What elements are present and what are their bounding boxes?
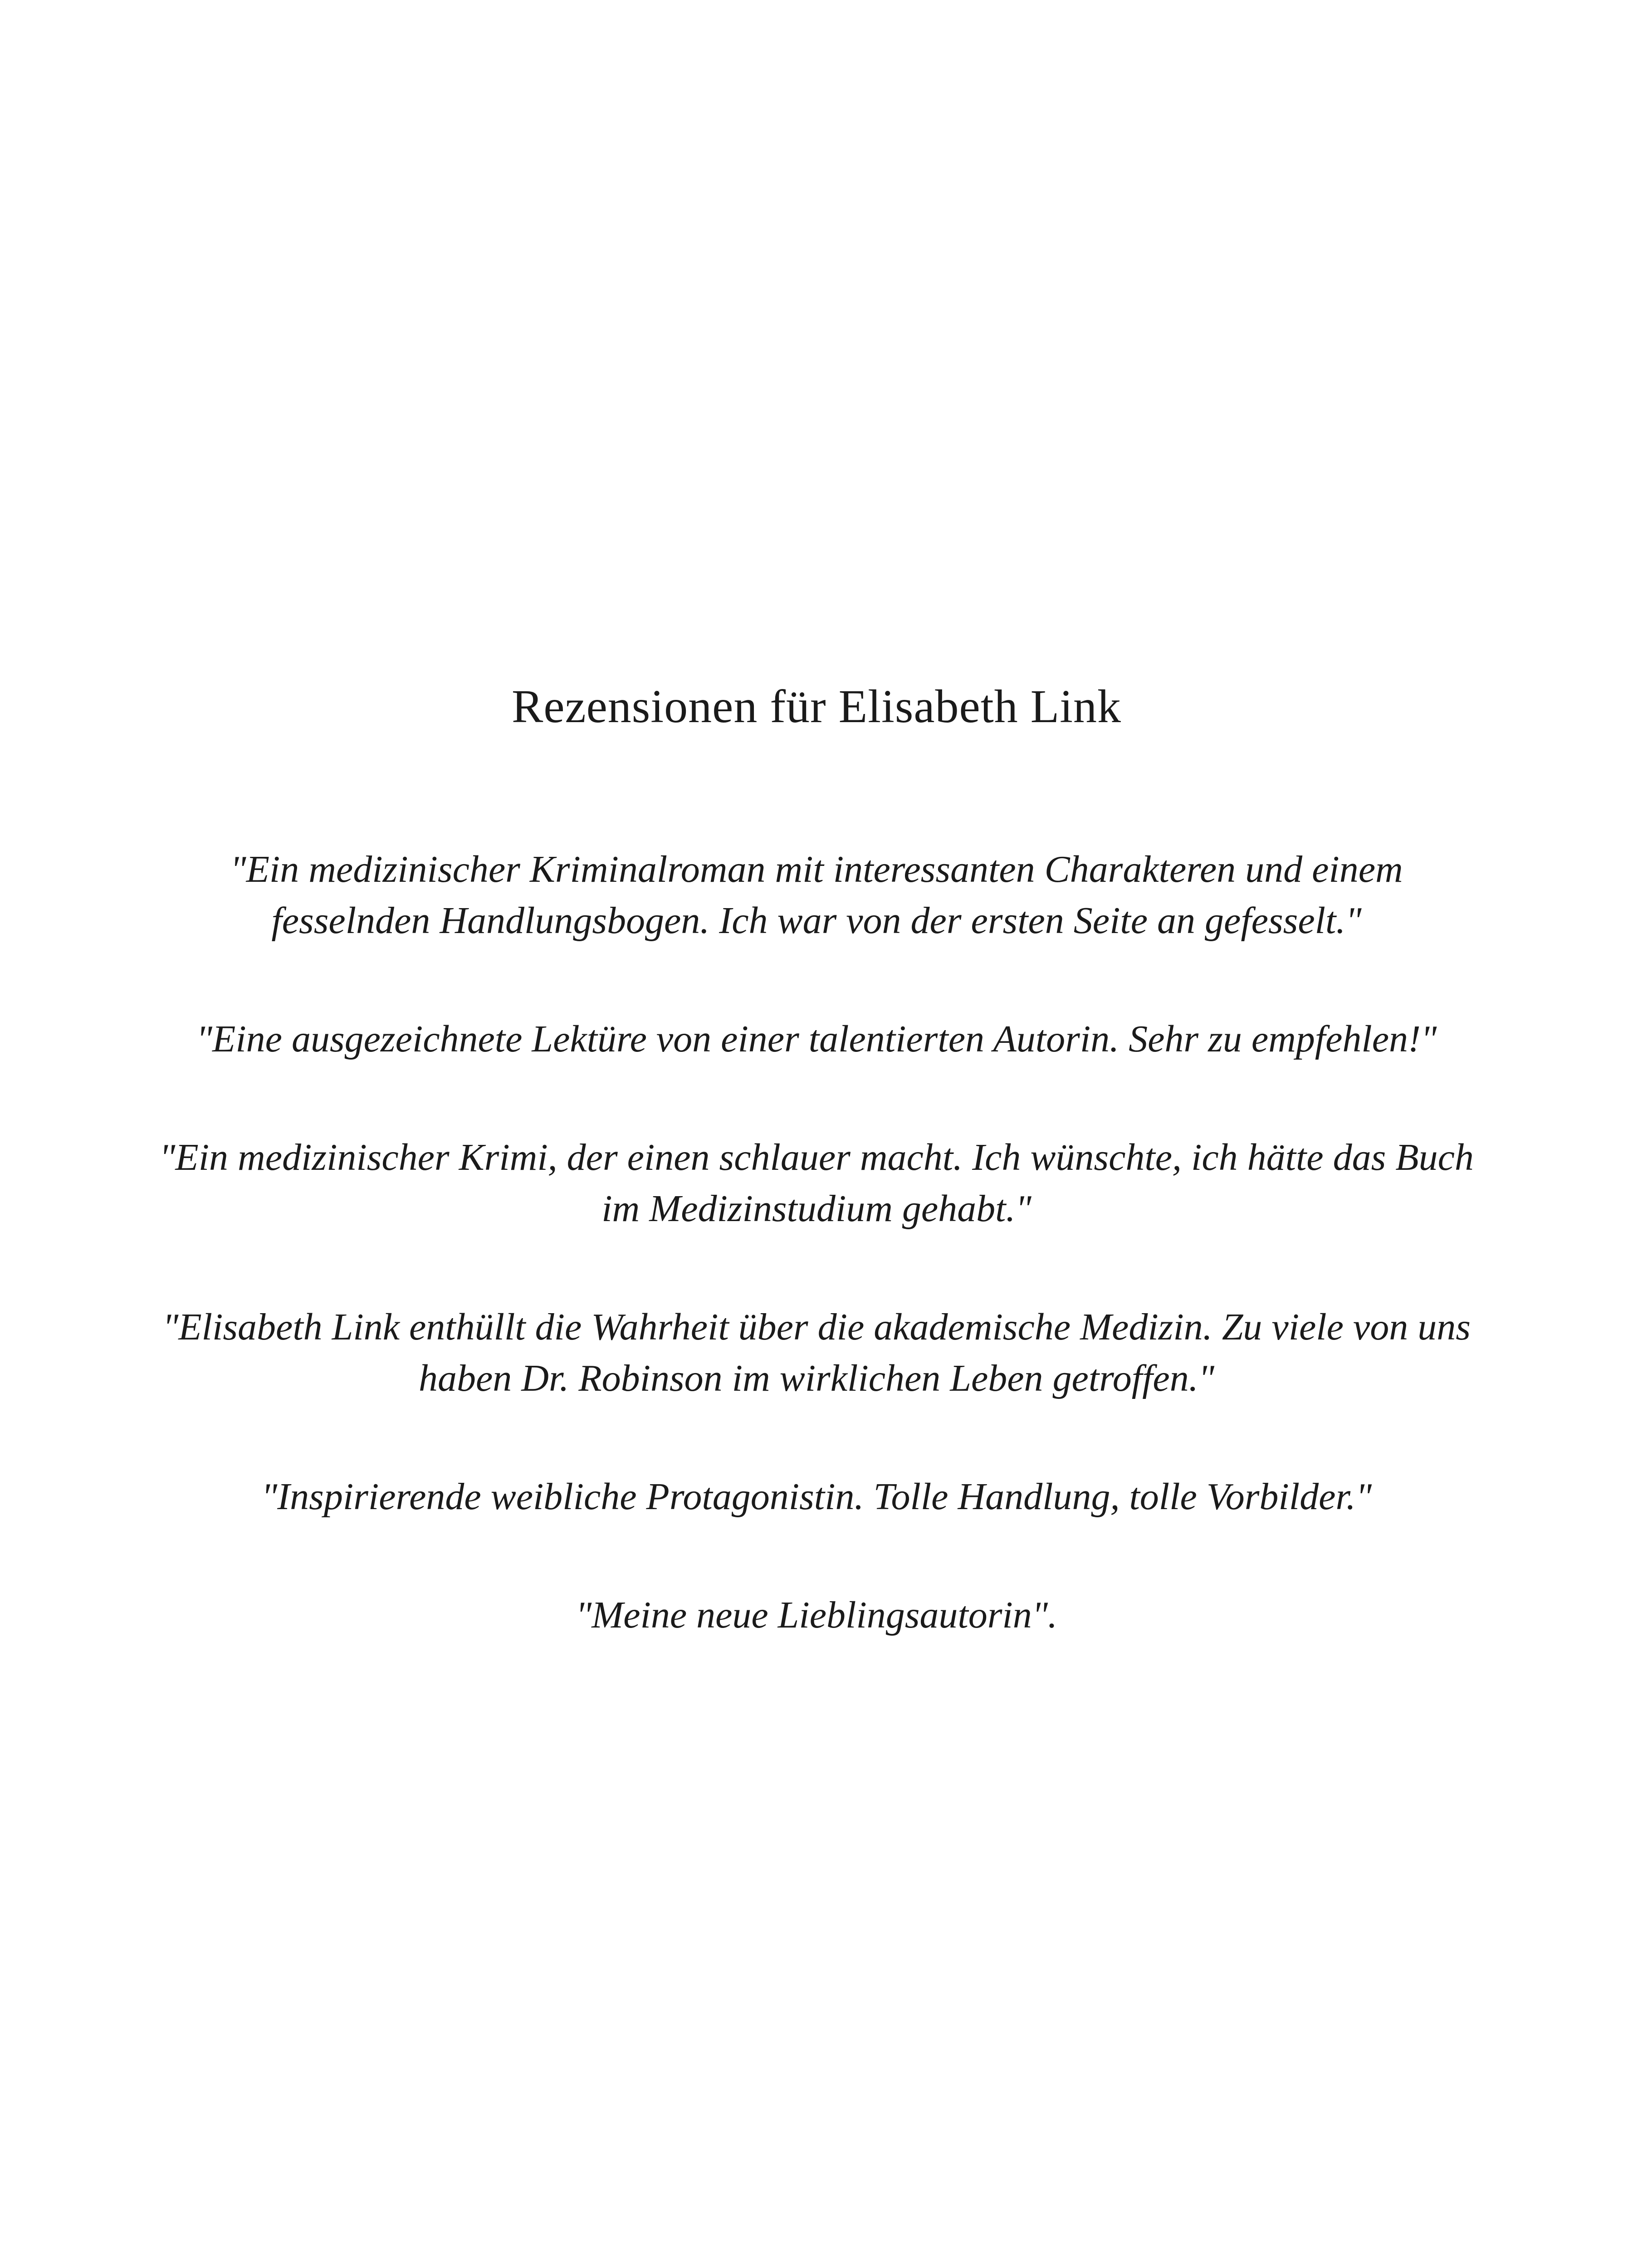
review-quote-3: "Ein medizinischer Krimi, der einen schlauer macht. Ich wünschte, ich hätte das Buch im Medizinstudium gehabt." bbox=[159, 1136, 1474, 1230]
review-list bbox=[154, 844, 1479, 1708]
page-title: Rezensionen für Elisabeth Link bbox=[511, 680, 1122, 733]
review-quote-4: "Elisabeth Link enthüllt die Wahrheit über die akademische Medizin. Zu viele von uns haben Dr. Robinson im wirklichen Leben getroffen." bbox=[162, 1306, 1471, 1399]
review-quote-2: "Eine ausgezeichnete Lektüre von einer talentierten Autorin. Sehr zu empfehlen!" bbox=[196, 1018, 1437, 1060]
review-quote-6: "Meine neue Lieblingsautorin". bbox=[575, 1594, 1058, 1636]
review-quote-1: "Ein medizinischer Kriminalroman mit interessanten Charakteren und einem fesselnden Handlungsbogen. Ich war von der ersten Seite an gefesselt." bbox=[230, 848, 1403, 942]
review-quote-5: "Inspirierende weibliche Protagonistin. Tolle Handlung, tolle Vorbilder." bbox=[261, 1476, 1372, 1518]
